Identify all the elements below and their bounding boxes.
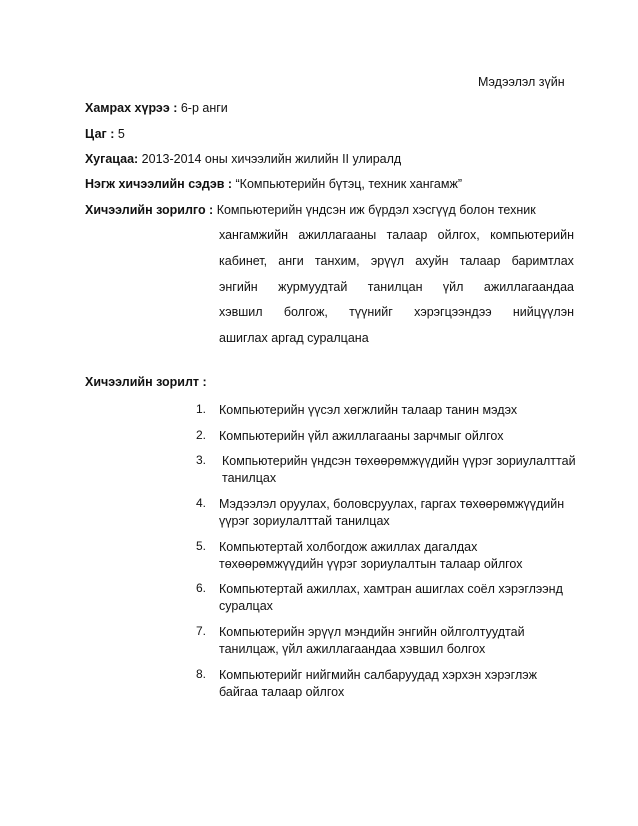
subject-name: Мэдээлэл зүйн [478, 75, 565, 89]
goal-word: энгийн [219, 280, 258, 294]
objective-text: Компьютерийн үндсэн төхөөрөмжүүдийн үүрэг зориулалттай танилцах [222, 454, 576, 485]
unit-topic-label: Нэгж хичээлийн сэдэв : [85, 177, 233, 191]
goal-word: ахуйн [415, 254, 449, 268]
grade-value: 6-р анги [177, 101, 228, 115]
objective-text: Компьютерийн эрүүл мэндийн энгийн ойлголтуудтай танилцаж, үйл ажиллагаандаа хэвшил болгох [219, 625, 525, 656]
goal-text-line-1: Компьютерийн үндсэн иж бүрдэл хэсгүүд болон техник [213, 203, 536, 217]
hours-value: 5 [114, 127, 125, 141]
objective-text: Компьютертай ажиллах, хамтран ашиглах соёл хэрэглээнд суралцах [219, 582, 563, 613]
goal-word: хэвшил [219, 305, 263, 319]
objective-number: 7. [196, 624, 207, 638]
grade-label: Хамрах хүрээ : [85, 101, 178, 115]
goal-word: компьютерийн [490, 228, 574, 242]
goal-word: талаар [386, 228, 428, 242]
goal-word: ажиллагааны [298, 228, 377, 242]
goal-word: хангамжийн [219, 228, 289, 242]
goal-word: журмуудтай [278, 280, 348, 294]
goal-text-line-5 [219, 305, 574, 319]
objective-text: Компьютертай холбогдож ажиллах дагалдах төхөөрөмжүүдийн үүрэг зориулалтын талаар ойлгох [219, 540, 523, 571]
objective-number: 3. [196, 453, 207, 467]
grade-row [85, 101, 228, 115]
objective-text: Компьютерийн үүсэл хөгжлийн талаар танин мэдэх [219, 403, 518, 417]
period-label: Хугацаа: [85, 152, 139, 166]
goal-word: хэрэгцээндээ [414, 305, 492, 319]
goal-word: эрүүл [370, 254, 404, 268]
goal-label: Хичээлийн зорилго : [85, 203, 214, 217]
objective-number: 5. [196, 539, 207, 553]
objective-number: 8. [196, 667, 207, 681]
objective-number: 6. [196, 581, 207, 595]
goal-word: нийцүүлэн [512, 305, 574, 319]
goal-word: болгож, [283, 305, 328, 319]
hours-label: Цаг : [85, 127, 115, 141]
objective-number: 4. [196, 496, 207, 510]
goal-word: ажиллагаандаа [483, 280, 574, 294]
goal-word: үйл [442, 280, 464, 294]
goal-word: баримтлах [511, 254, 574, 268]
goal-word: түүнийг [349, 305, 393, 319]
goal-word: талаар [459, 254, 501, 268]
period-value: 2013-2014 оны хичээлийн жилийн II улиралд [138, 152, 402, 166]
objective-text: Мэдээлэл оруулах, боловсруулах, гаргах төхөөрөмжүүдийн үүрэг зориулалттай танилцах [219, 497, 565, 528]
goal-word: танилцан [367, 280, 423, 294]
goal-word: ойлгох, [437, 228, 480, 242]
goal-word: анги [278, 254, 304, 268]
objective-number: 1. [196, 402, 207, 416]
goal-text-line-2 [219, 228, 574, 242]
objectives-title: Хичээлийн зорилт : [85, 375, 207, 389]
objective-number: 2. [196, 428, 207, 442]
goal-text-line-3 [219, 254, 574, 268]
goal-text-line-4 [219, 280, 574, 294]
goal-text-line-6: ашиглах аргад суралцана [219, 331, 369, 345]
objective-text: Компьютерийн үйл ажиллагааны зарчмыг ойлгох [219, 429, 504, 443]
period-row [85, 152, 401, 166]
unit-topic-value: “Компьютерийн бүтэц, техник хангамж” [232, 177, 462, 191]
goal-word: танхим, [314, 254, 360, 268]
unit-topic-row [85, 177, 462, 191]
goal-word: кабинет, [219, 254, 268, 268]
objective-text: Компьютерийг нийгмийн салбаруудад хэрхэн хэрэглэж байгаа талаар ойлгох [219, 668, 538, 699]
goal-first-line [85, 203, 536, 217]
hours-row [85, 127, 125, 141]
